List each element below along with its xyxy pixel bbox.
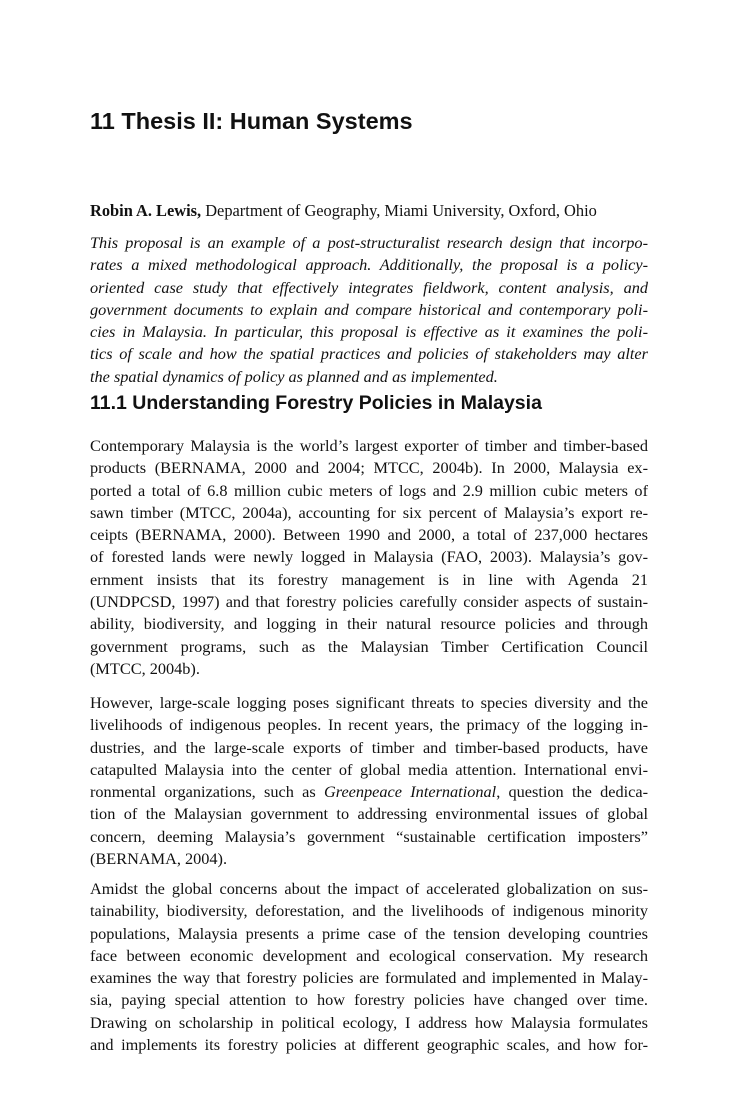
text-line: of forested lands were newly logged in Malaysia (FAO, 2003). Malaysia’s gov-	[90, 547, 648, 567]
text-line: populations, Malaysia presents a prime case of the tension developing countries	[90, 923, 648, 943]
author-name: Robin A. Lewis,	[90, 201, 202, 220]
text-line: dustries, and the large-scale exports of timber and timber-based products, have	[90, 737, 648, 757]
text-line: tion of the Malaysian government to addressing environmental issues of global	[90, 804, 648, 824]
text-line: government programs, such as the Malaysian Timber Certification Council	[90, 636, 648, 656]
text-line: government documents to explain and compare historical and contemporary poli-	[90, 299, 648, 319]
text-line: catapulted Malaysia into the center of global media attention. International envi-	[90, 759, 648, 779]
text-line: livelihoods of indigenous peoples. In recent years, the primacy of the logging in-	[90, 715, 648, 735]
paragraph-2	[90, 692, 648, 870]
chapter-title: 11 Thesis II: Human Systems	[90, 108, 413, 134]
text-line: ceipts (BERNAMA, 2000). Between 1990 and 2000, a total of 237,000 hectares	[90, 525, 648, 545]
text-span: ronmental organizations, such as	[90, 782, 324, 802]
text-line: sawn timber (MTCC, 2004a), accounting for six percent of Malaysia’s export re-	[90, 502, 648, 522]
text-line	[90, 781, 648, 803]
paragraph-3	[90, 878, 648, 1056]
text-line: ported a total of 6.8 million cubic meters of logs and 2.9 million cubic meters of	[90, 480, 648, 500]
text-line: ability, biodiversity, and logging in their natural resource policies and through	[90, 614, 648, 634]
text-line: rates a mixed methodological approach. Additionally, the proposal is a policy-	[90, 255, 648, 275]
text-line: sia, paying special attention to how forestry policies have changed over time.	[90, 990, 648, 1010]
text-span: , question the dedica-	[496, 782, 648, 802]
text-line: and implements its forestry policies at different geographic scales, and how for-	[90, 1035, 648, 1055]
section-heading: 11.1 Understanding Forestry Policies in Malaysia	[90, 392, 542, 414]
text-line: face between economic development and ecological conservation. My research	[90, 945, 648, 965]
text-line: tainability, biodiversity, deforestation, and the livelihoods of indigenous minority	[90, 901, 648, 921]
author-line	[90, 201, 648, 221]
italic-organization-name: Greenpeace International	[323, 782, 497, 802]
text-line: cies in Malaysia. In particular, this proposal is effective as it examines the poli-	[90, 322, 648, 342]
text-line: Amidst the global concerns about the impact of accelerated globalization on sus-	[90, 879, 648, 898]
text-line: However, large-scale logging poses significant threats to species diversity and the	[90, 693, 648, 712]
author-affiliation: Department of Geography, Miami University, Oxford, Ohio	[201, 201, 597, 220]
text-line: concern, deeming Malaysia’s government “sustainable certification imposters”	[90, 826, 648, 846]
text-line: ernment insists that its forestry management is in line with Agenda 21	[90, 569, 648, 589]
text-line: the spatial dynamics of policy as planned and as implemented.	[90, 366, 498, 386]
abstract	[90, 232, 648, 388]
text-line: (MTCC, 2004b).	[90, 658, 200, 678]
text-line: (UNDPCSD, 1997) and that forestry policies carefully consider aspects of sustain-	[90, 592, 648, 612]
text-line: Contemporary Malaysia is the world’s largest exporter of timber and timber-based	[90, 436, 648, 455]
text-line: products (BERNAMA, 2000 and 2004; MTCC, 2004b). In 2000, Malaysia ex-	[90, 458, 648, 478]
paragraph-1	[90, 435, 648, 680]
text-line: This proposal is an example of a post-structuralist research design that incorpo-	[90, 233, 648, 252]
text-line: Drawing on scholarship in political ecology, I address how Malaysia formulates	[90, 1012, 648, 1032]
text-line: oriented case study that effectively integrates fieldwork, content analysis, and	[90, 277, 648, 297]
text-line: tics of scale and how the spatial practices and policies of stakeholders may alter	[90, 344, 648, 364]
text-line: examines the way that forestry policies are formulated and implemented in Malay-	[90, 968, 648, 988]
text-line: (BERNAMA, 2004).	[90, 849, 228, 869]
